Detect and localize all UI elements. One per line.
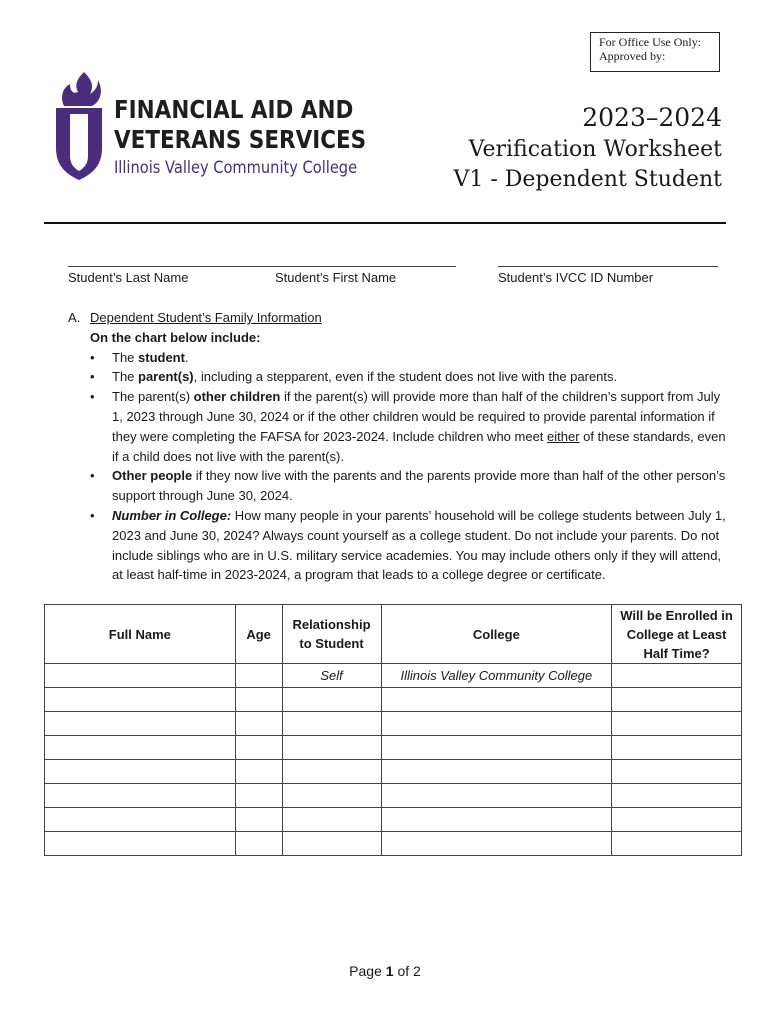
worksheet-title-line1: Verification Worksheet (468, 137, 722, 162)
id-entry-line[interactable] (498, 266, 718, 267)
list-item: • The parent(s), including a stepparent, even if the student does not live with the parents. (68, 367, 728, 387)
award-year: 2023–2024 (582, 103, 722, 132)
cell-college[interactable] (381, 832, 612, 856)
table-row (45, 688, 742, 712)
torch-logo-icon (54, 70, 104, 182)
logo-text-line1: FINANCIAL AID AND (114, 95, 354, 124)
cell-enrolled[interactable] (612, 832, 742, 856)
col-age: Age (235, 605, 282, 664)
cell-full-name[interactable] (45, 808, 236, 832)
cell-enrolled[interactable] (612, 808, 742, 832)
cell-age[interactable] (235, 808, 282, 832)
worksheet-title-line2: V1 - Dependent Student (453, 167, 722, 192)
table-row (45, 832, 742, 856)
office-use-label: For Office Use Only: (599, 35, 702, 49)
list-item: • Other people if they now live with the parents and the parents provide more than half of the other person’s support through June 30, 2024. (68, 466, 728, 506)
cell-full-name[interactable] (45, 832, 236, 856)
office-use-box (590, 32, 720, 72)
cell-full-name[interactable] (45, 712, 236, 736)
table-row (45, 712, 742, 736)
cell-full-name[interactable] (45, 736, 236, 760)
cell-age[interactable] (235, 712, 282, 736)
cell-age[interactable] (235, 784, 282, 808)
cell-age[interactable] (235, 736, 282, 760)
cell-college[interactable] (381, 784, 612, 808)
name-entry-line[interactable] (68, 266, 456, 267)
include-list (68, 348, 728, 586)
list-item: • The student. (68, 348, 728, 368)
cell-full-name[interactable] (45, 784, 236, 808)
first-name-label: Student’s First Name (275, 270, 397, 285)
cell-full-name[interactable] (45, 664, 236, 688)
ivcc-id-label: Student’s IVCC ID Number (498, 270, 654, 285)
list-item: • Number in College: How many people in your parents’ household will be college students between July 1, 2023 and June 30, 2024? Always count yourself as a college student. Do not include your parents. Do not include siblings who are in U.S. military service academies. You may include others only if they will attend, at least half-time in 2023-2024, a program that leads to a college degree or certificate. (68, 506, 728, 585)
logo (54, 70, 394, 185)
section-letter: A. (68, 310, 81, 325)
cell-relationship[interactable] (282, 760, 381, 784)
cell-relationship[interactable] (282, 784, 381, 808)
cell-age[interactable] (235, 664, 282, 688)
cell-enrolled[interactable] (612, 712, 742, 736)
cell-full-name[interactable] (45, 688, 236, 712)
col-full-name: Full Name (45, 605, 236, 664)
page-number: 1 (385, 963, 394, 979)
last-name-label: Student’s Last Name (68, 270, 189, 285)
section-title: Dependent Student’s Family Information (90, 310, 322, 325)
table-row (45, 808, 742, 832)
table-row (45, 760, 742, 784)
cell-enrolled[interactable] (612, 736, 742, 760)
cell-enrolled[interactable] (612, 784, 742, 808)
page-footer: Page 1 of 2 (349, 963, 421, 979)
cell-enrolled[interactable] (612, 664, 742, 688)
worksheet-title (453, 135, 722, 195)
cell-college[interactable] (381, 760, 612, 784)
cell-college: Illinois Valley Community College (381, 664, 612, 688)
cell-relationship[interactable] (282, 712, 381, 736)
section-subtitle: On the chart below include: (90, 329, 261, 345)
cell-relationship[interactable] (282, 736, 381, 760)
logo-college-name: Illinois Valley Community College (114, 158, 358, 178)
logo-text-line2: VETERANS SERVICES (114, 125, 367, 154)
family-info-table (44, 604, 742, 856)
cell-enrolled[interactable] (612, 688, 742, 712)
cell-age[interactable] (235, 688, 282, 712)
col-enrolled: Will be Enrolled in College at Least Half Time? (612, 605, 742, 664)
section-a (68, 308, 728, 585)
table-header-row (45, 605, 742, 664)
cell-age[interactable] (235, 832, 282, 856)
cell-relationship[interactable] (282, 832, 381, 856)
approved-by-label: Approved by: (599, 49, 666, 63)
cell-relationship: Self (282, 664, 381, 688)
col-college: College (381, 605, 612, 664)
table-row (45, 784, 742, 808)
list-item: • The parent(s) other children if the parent(s) will provide more than half of the children’s support from July 1, 2023 through June 30, 2024 or if the other children would be required to provide parental information if they were completing the FAFSA for 2023-2024. Include children who meet either of these standards, even if a child does not live with the parent(s). (68, 387, 728, 466)
cell-relationship[interactable] (282, 688, 381, 712)
cell-age[interactable] (235, 760, 282, 784)
cell-relationship[interactable] (282, 808, 381, 832)
header-divider (44, 222, 726, 224)
cell-college[interactable] (381, 688, 612, 712)
cell-college[interactable] (381, 808, 612, 832)
cell-college[interactable] (381, 736, 612, 760)
cell-full-name[interactable] (45, 760, 236, 784)
cell-enrolled[interactable] (612, 760, 742, 784)
table-row (45, 736, 742, 760)
col-relationship: Relationship to Student (282, 605, 381, 664)
table-row (45, 664, 742, 688)
section-a-heading (68, 308, 728, 328)
cell-college[interactable] (381, 712, 612, 736)
